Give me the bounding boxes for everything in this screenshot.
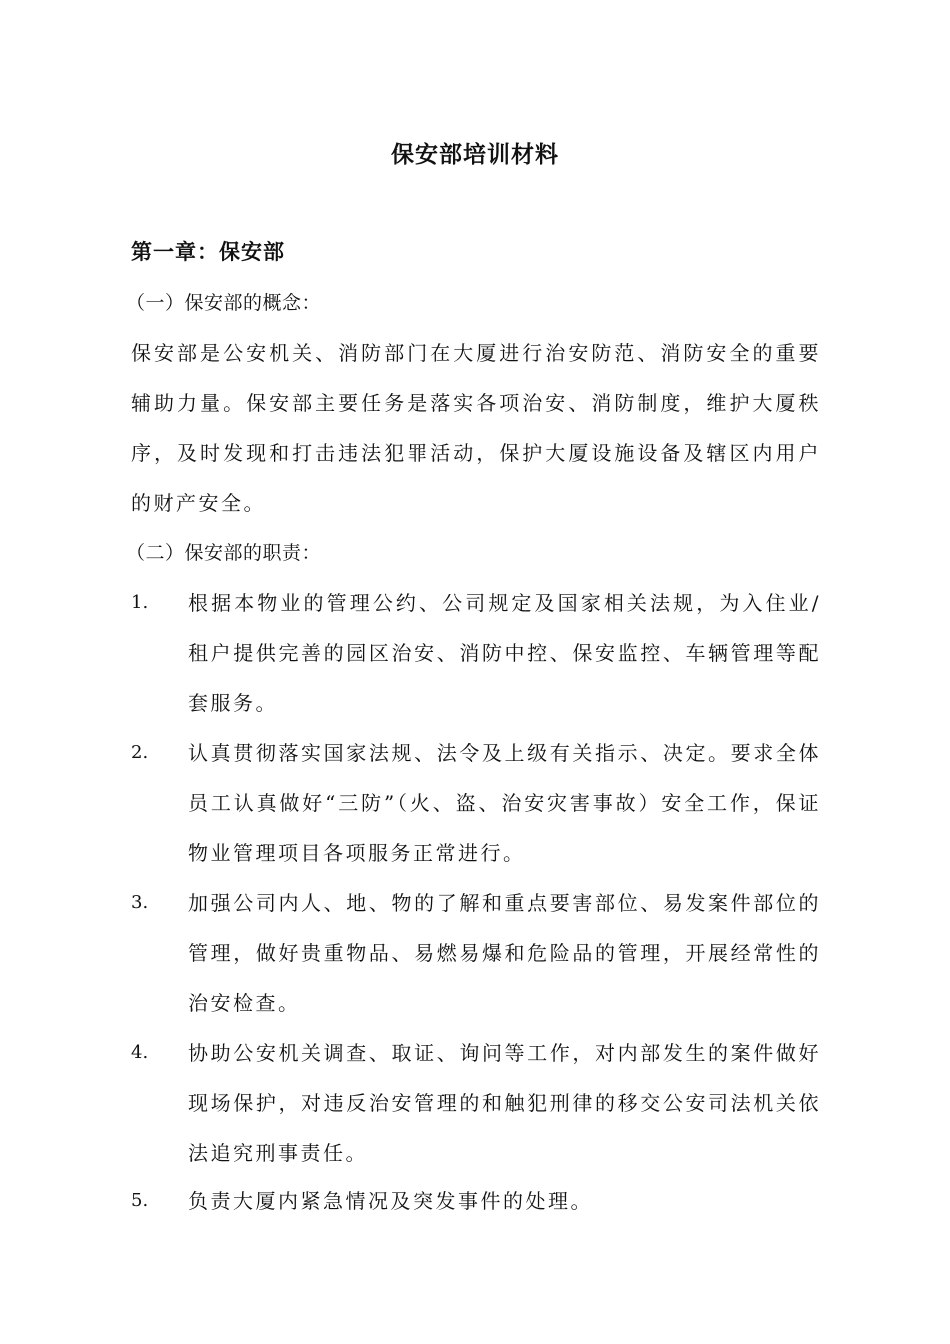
list-item-text: 根据本物业的管理公约、公司规定及国家相关法规，为入住业/租户提供完善的园区治安、消防中控、保安监控、车辆管理等配套服务。	[188, 591, 821, 715]
list-item-text: 协助公安机关调查、取证、询问等工作，对内部发生的案件做好现场保护，对违反治安管理的和触犯刑律的移交公安司法机关依法追究刑事责任。	[188, 1041, 821, 1165]
duty-item-4	[131, 1028, 821, 1178]
list-number: 3.	[131, 892, 149, 913]
list-item-text: 加强公司内人、地、物的了解和重点要害部位、易发案件部位的管理，做好贵重物品、易燃易爆和危险品的管理，开展经常性的治安检查。	[188, 891, 821, 1015]
list-number: 4.	[131, 1042, 149, 1063]
document-title: 保安部培训材料	[391, 141, 559, 168]
section-heading-concept: （一）保安部的概念：	[126, 292, 322, 314]
duty-item-3	[131, 878, 821, 1028]
list-item-text: 认真贯彻落实国家法规、法令及上级有关指示、决定。要求全体员工认真做好“三防”（火、盗、治安灾害事故）安全工作，保证物业管理项目各项服务正常进行。	[188, 741, 821, 865]
duty-item-5	[131, 1176, 821, 1226]
list-item-text: 负责大厦内紧急情况及突发事件的处理。	[188, 1189, 593, 1213]
concept-paragraph: 保安部是公安机关、消防部门在大厦进行治安防范、消防安全的重要辅助力量。保安部主要任务是落实各项治安、消防制度，维护大厦秩序，及时发现和打击违法犯罪活动，保护大厦设施设备及辖区内用户的财产安全。	[131, 341, 821, 515]
list-number: 2.	[131, 742, 149, 763]
chapter-heading: 第一章：保安部	[131, 239, 285, 264]
list-number: 5.	[131, 1190, 149, 1211]
section-heading-duties: （二）保安部的职责：	[126, 542, 322, 564]
duty-item-2	[131, 728, 821, 878]
list-number: 1.	[131, 592, 149, 613]
duty-item-1	[131, 578, 821, 728]
